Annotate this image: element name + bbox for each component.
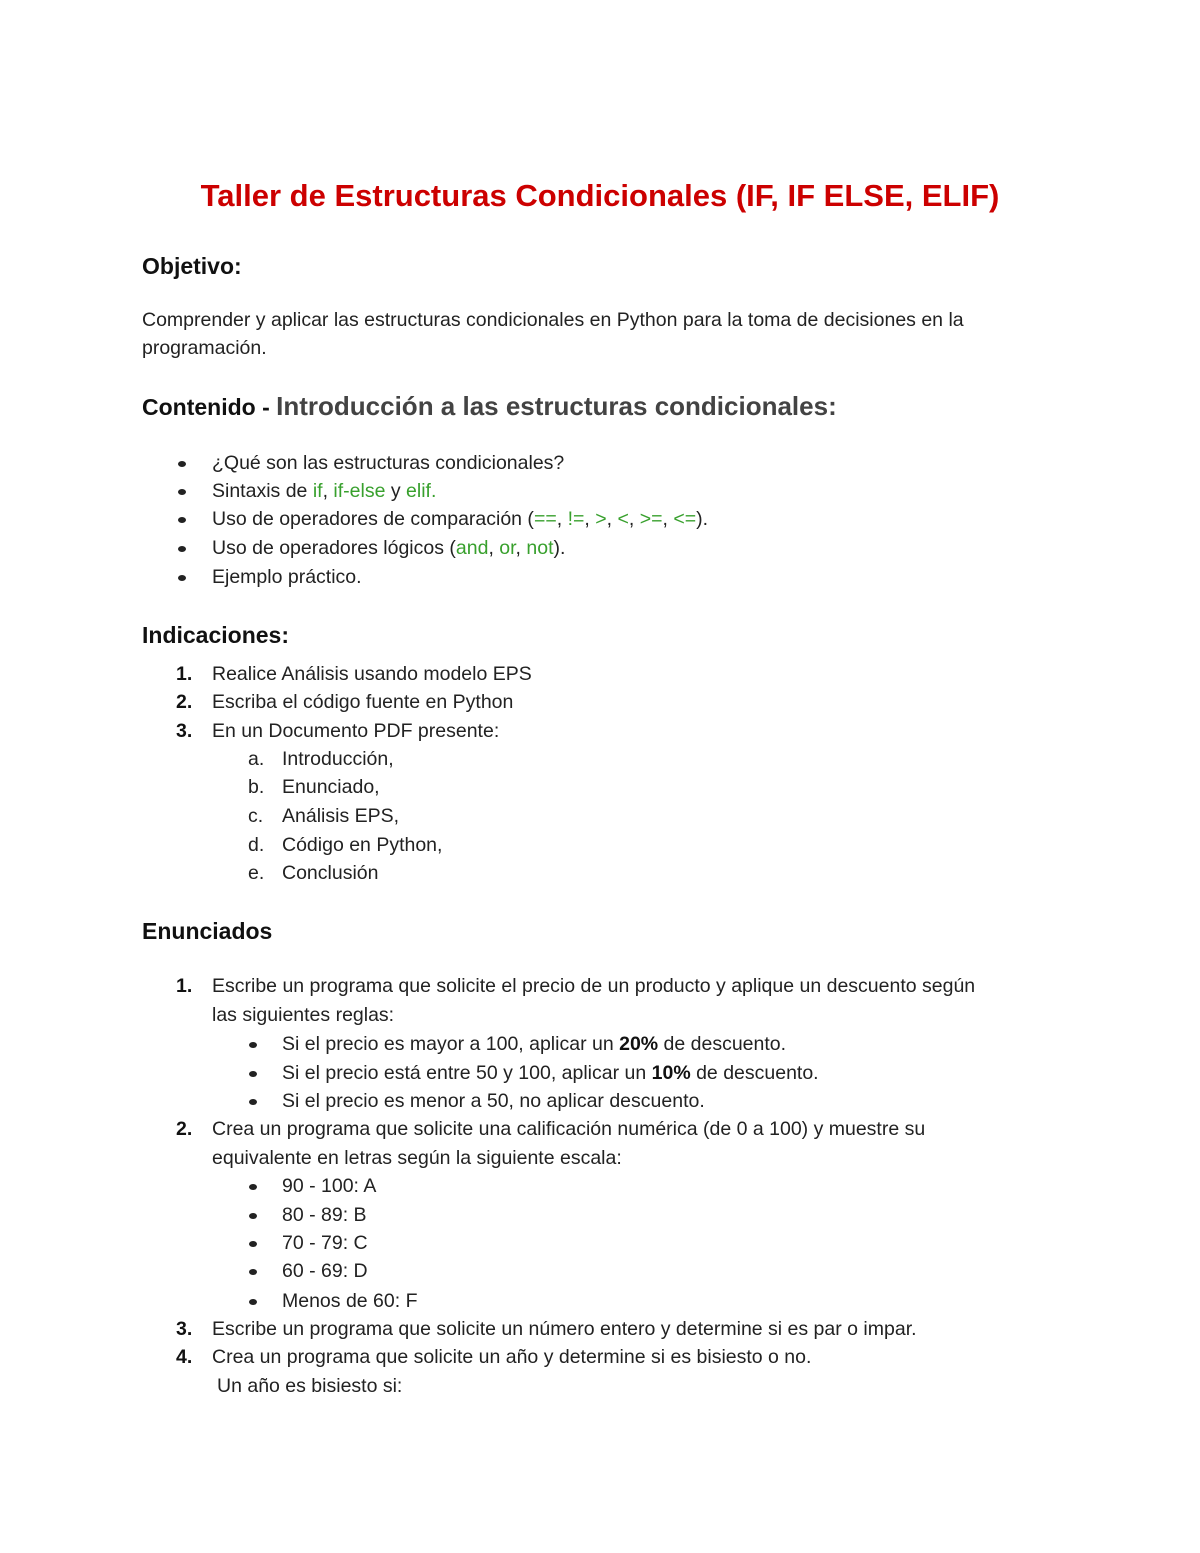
list-number: 1. — [176, 663, 193, 685]
item-text: Uso de operadores lógicos ( — [212, 537, 456, 559]
separator: , — [606, 508, 618, 530]
contenido-item-5: Ejemplo práctico. — [212, 566, 362, 588]
bullet-icon — [178, 517, 186, 523]
contenido-item-2 — [212, 477, 436, 505]
enunciado-1-rule-3: Si el precio es menor a 50, no aplicar descuento. — [282, 1090, 705, 1112]
scale-item: 70 - 79: C — [282, 1232, 368, 1254]
bullet-icon — [249, 1184, 257, 1190]
code-keyword: elif — [406, 480, 431, 502]
sub-item-b: Enunciado, — [282, 776, 380, 798]
rule-text: Si el precio es mayor a 100, aplicar un — [282, 1033, 620, 1055]
contenido-heading — [142, 390, 837, 423]
bullet-icon — [178, 575, 186, 581]
list-number: 3. — [176, 1318, 193, 1340]
separator: , — [584, 508, 596, 530]
bullet-icon — [249, 1269, 257, 1275]
operator: <= — [673, 508, 697, 530]
separator: . — [430, 480, 437, 502]
indicaciones-heading: Indicaciones: — [142, 622, 289, 648]
rule-text: de descuento. — [690, 1062, 819, 1084]
document-title: Taller de Estructuras Condicionales (IF, IF ELSE, ELIF) — [200, 178, 1000, 213]
list-number: 2. — [176, 691, 193, 713]
bullet-icon — [249, 1213, 257, 1219]
bullet-icon — [249, 1071, 257, 1077]
enunciado-3: Escribe un programa que solicite un número entero y determine si es par o impar. — [212, 1318, 917, 1340]
bullet-icon — [249, 1241, 257, 1247]
separator: , — [515, 537, 527, 559]
list-number: 1. — [176, 975, 193, 997]
sub-letter: c. — [248, 805, 264, 827]
separator: ). — [553, 537, 566, 559]
separator: , — [488, 537, 500, 559]
sub-letter: e. — [248, 862, 265, 884]
rule-text: Si el precio está entre 50 y 100, aplicar un — [282, 1062, 652, 1084]
objetivo-heading: Objetivo: — [142, 253, 242, 279]
enunciado-2-line2: equivalente en letras según la siguiente escala: — [212, 1147, 622, 1169]
scale-item: 60 - 69: D — [282, 1260, 368, 1282]
bullet-icon — [249, 1299, 257, 1305]
code-keyword: if — [312, 480, 323, 502]
contenido-item-1: ¿Qué son las estructuras condicionales? — [212, 452, 565, 474]
contenido-title: Introducción a las estructuras condicionales: — [276, 391, 837, 421]
operator: not — [526, 537, 554, 559]
bullet-icon — [178, 489, 186, 495]
enunciado-4-line2: Un año es bisiesto si: — [217, 1375, 403, 1397]
objetivo-text: Comprender y aplicar las estructuras condicionales en Python para la toma de decisiones en la programación. — [142, 309, 964, 360]
sub-item-e: Conclusión — [282, 862, 379, 884]
scale-item: Menos de 60: F — [282, 1290, 418, 1312]
enunciado-2-line1: Crea un programa que solicite una calificación numérica (de 0 a 100) y muestre su — [212, 1118, 926, 1140]
sub-letter: a. — [248, 748, 265, 770]
separator: y — [385, 480, 407, 502]
separator: ). — [696, 508, 709, 530]
separator: , — [322, 480, 334, 502]
bullet-icon — [178, 461, 186, 467]
item-text: Uso de operadores de comparación ( — [212, 508, 534, 530]
sub-letter: b. — [248, 776, 265, 798]
bullet-icon — [249, 1099, 257, 1105]
enunciado-4: Crea un programa que solicite un año y determine si es bisiesto o no. — [212, 1346, 812, 1368]
indicacion-2: Escriba el código fuente en Python — [212, 691, 514, 713]
operator: and — [455, 537, 489, 559]
sub-item-a: Introducción, — [282, 748, 394, 770]
contenido-label: Contenido - — [142, 394, 277, 420]
indicacion-1: Realice Análisis usando modelo EPS — [212, 663, 532, 685]
sub-letter: d. — [248, 834, 265, 856]
operator: >= — [639, 508, 663, 530]
list-number: 4. — [176, 1346, 193, 1368]
enunciado-1-line1: Escribe un programa que solicite el precio de un producto y aplique un descuento según — [212, 975, 976, 997]
operator: == — [533, 508, 557, 530]
discount-value: 10% — [651, 1062, 691, 1084]
separator: , — [662, 508, 674, 530]
scale-item: 80 - 89: B — [282, 1204, 367, 1226]
sub-item-c: Análisis EPS, — [282, 805, 400, 827]
operator: != — [567, 508, 585, 530]
operator: or — [499, 537, 516, 559]
item-text: Sintaxis de — [212, 480, 313, 502]
sub-item-d: Código en Python, — [282, 834, 443, 856]
bullet-icon — [178, 546, 186, 552]
discount-value: 20% — [619, 1033, 659, 1055]
bullet-icon — [249, 1042, 257, 1048]
enunciado-1-rule-1 — [282, 1030, 786, 1058]
code-keyword: if-else — [333, 480, 386, 502]
operator: > — [595, 508, 607, 530]
indicacion-3: En un Documento PDF presente: — [212, 720, 500, 742]
enunciado-1-rule-2 — [282, 1059, 819, 1087]
list-number: 2. — [176, 1118, 193, 1140]
scale-item: 90 - 100: A — [282, 1175, 377, 1197]
enunciados-heading: Enunciados — [142, 918, 273, 944]
contenido-item-3 — [212, 505, 708, 533]
enunciado-1-line2: las siguientes reglas: — [212, 1004, 395, 1026]
operator: < — [617, 508, 629, 530]
rule-text: de descuento. — [658, 1033, 787, 1055]
separator: , — [628, 508, 640, 530]
list-number: 3. — [176, 720, 193, 742]
contenido-item-4 — [212, 534, 565, 562]
separator: , — [556, 508, 568, 530]
